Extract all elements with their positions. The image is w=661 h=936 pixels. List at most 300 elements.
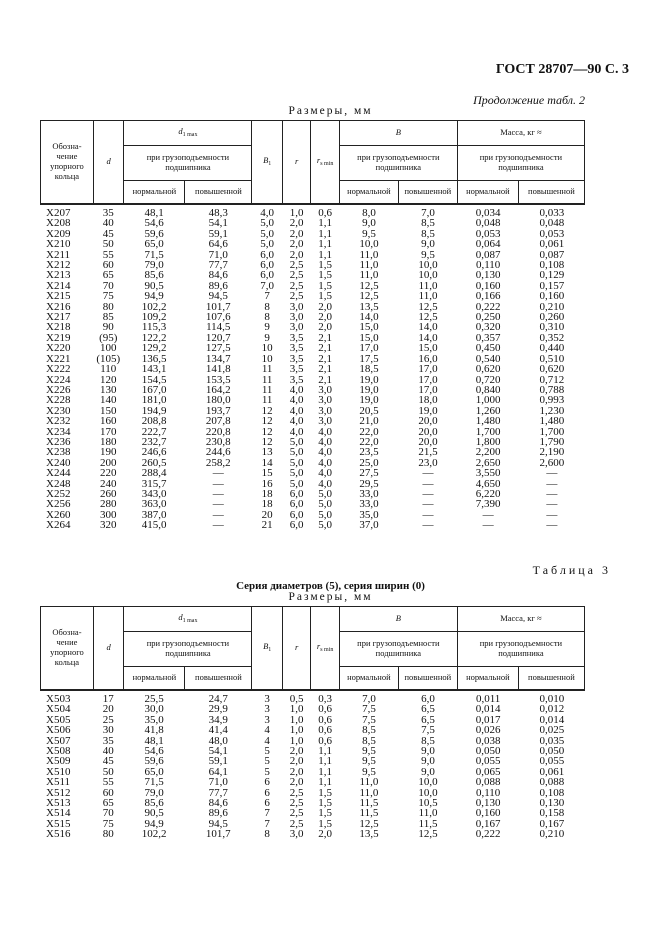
table-cell: 23,0 <box>418 456 438 469</box>
table-cell: 160 <box>99 415 117 428</box>
table-cell: 54,1 <box>208 745 228 758</box>
table-row <box>40 767 585 777</box>
table-cell: 10 <box>261 342 273 355</box>
table-cell: 9 <box>264 331 270 344</box>
table-cell: (105) <box>96 352 121 365</box>
table-cell: 59,6 <box>144 755 164 768</box>
table-cell: X210 <box>46 238 71 251</box>
table-cell: 1,480 <box>475 415 501 428</box>
table-cell: X507 <box>46 734 71 747</box>
table-cell: X230 <box>46 404 71 417</box>
table-cell: 80 <box>102 828 114 841</box>
table-cell: 181,0 <box>141 394 167 407</box>
table-cell: 2,0 <box>318 828 333 841</box>
table-cell: 11 <box>261 383 273 396</box>
table-cell: 2,5 <box>289 817 304 830</box>
table-cell: 0,053 <box>475 227 501 240</box>
table-cell: 8,5 <box>421 734 435 747</box>
table-cell: 0,250 <box>475 311 501 324</box>
table-cell: 0,167 <box>539 817 565 830</box>
table-cell: 85,6 <box>144 269 164 282</box>
table-row <box>40 788 585 798</box>
table-cell: 5,0 <box>318 519 333 532</box>
table-cell: 35,0 <box>359 508 379 521</box>
table-cell: 0,025 <box>539 724 565 737</box>
table-cell: 141,8 <box>205 363 231 376</box>
table-row <box>40 479 585 489</box>
table-cell: 1,1 <box>318 745 333 758</box>
table-cell: 220 <box>99 467 117 480</box>
table-cell: 1,230 <box>539 404 565 417</box>
col-r-header: r <box>282 121 310 204</box>
table-cell: 3 <box>264 713 270 726</box>
table-cell: 0,012 <box>539 703 565 716</box>
table-cell: 18,0 <box>418 394 438 407</box>
table-cell: 0,130 <box>539 797 565 810</box>
table-cell: X510 <box>46 765 71 778</box>
table-cell: 71,0 <box>208 776 228 789</box>
table-cell: 0,6 <box>318 734 333 747</box>
table-cell: X513 <box>46 797 71 810</box>
table-cell: — <box>212 519 224 532</box>
table-cell: 2,5 <box>289 807 304 820</box>
table-cell: X506 <box>46 724 71 737</box>
table-cell: 5,0 <box>318 487 333 500</box>
table-cell: 14,0 <box>418 331 438 344</box>
table-cell: 7 <box>264 817 270 830</box>
table-cell: 0,210 <box>539 828 565 841</box>
table-cell: X503 <box>46 693 71 705</box>
table-cell: 3,0 <box>318 404 333 417</box>
table-cell: 9,0 <box>421 765 435 778</box>
table-cell: 12,5 <box>359 279 379 292</box>
table-cell: 0,088 <box>475 776 501 789</box>
b-high-header: повышенной <box>398 181 457 204</box>
col-d1-header: $d_{1 max}$ <box>124 121 252 146</box>
table-row <box>40 458 585 468</box>
table-3-label: Таблица 3 <box>532 563 611 577</box>
table-cell: X505 <box>46 713 71 726</box>
table-cell: 5 <box>264 755 270 768</box>
table-cell: 19,0 <box>359 373 379 386</box>
table-row <box>40 777 585 787</box>
table-cell: 17 <box>102 693 114 705</box>
table-cell: 101,7 <box>205 300 231 313</box>
table-cell: 5,0 <box>289 456 304 469</box>
table-cell: X515 <box>46 817 71 830</box>
table-cell: 65 <box>102 797 114 810</box>
table-cell: X516 <box>46 828 71 841</box>
table-cell: 0,166 <box>475 290 501 303</box>
col-b1-header: $B_1$ <box>252 121 283 204</box>
table-cell: 12,5 <box>418 828 438 841</box>
table-cell: 0,222 <box>475 300 501 313</box>
table-cell: 140 <box>99 394 117 407</box>
table-cell: 2,0 <box>289 755 304 768</box>
table-cell: 260,5 <box>141 456 167 469</box>
table-cell: 54,6 <box>144 217 164 230</box>
table-cell: 15,0 <box>418 342 438 355</box>
table-cell: 1,1 <box>318 217 333 230</box>
table-cell: 5,0 <box>289 435 304 448</box>
table-cell: 71,0 <box>208 248 228 261</box>
table-cell: 8,5 <box>421 227 435 240</box>
table-cell: 0,110 <box>475 259 501 272</box>
table-cell: 0,055 <box>539 755 565 768</box>
table-cell: 244,6 <box>205 446 231 459</box>
table-cell: 1,5 <box>318 259 333 272</box>
table-cell: 18,5 <box>359 363 379 376</box>
table-cell: 41,4 <box>208 724 228 737</box>
table-cell: 230,8 <box>205 435 231 448</box>
table-cell: 0,440 <box>539 342 565 355</box>
table-cell: 8,5 <box>362 724 376 737</box>
table-cell: 19,0 <box>359 394 379 407</box>
table-cell: 6,0 <box>289 487 304 500</box>
dimensions-caption-3: Размеры, мм <box>288 591 373 603</box>
table-cell: 8,5 <box>421 217 435 230</box>
table-cell: 0,108 <box>539 259 565 272</box>
table-cell: 363,0 <box>141 498 167 511</box>
table-cell: X220 <box>46 342 71 355</box>
table-cell: 12,5 <box>359 290 379 303</box>
table-cell: — <box>422 477 434 490</box>
table-cell: 45 <box>102 755 114 768</box>
table-row <box>40 691 585 705</box>
table-cell: 0,160 <box>475 279 501 292</box>
table-cell: 3,5 <box>289 342 304 355</box>
table-cell: — <box>546 467 558 480</box>
table-cell: 54,1 <box>208 217 228 230</box>
table-cell: 110 <box>100 363 117 376</box>
table-cell: 7,0 <box>421 207 435 219</box>
table-cell: 3 <box>264 693 270 705</box>
table-cell: 222,7 <box>141 425 167 438</box>
table-3-head <box>40 606 585 690</box>
table-row <box>40 250 585 260</box>
table-cell: X214 <box>46 279 71 292</box>
table-cell: 8 <box>264 828 270 841</box>
table-cell: 0,620 <box>475 363 501 376</box>
table-cell: X211 <box>46 248 71 261</box>
table-cell: 102,2 <box>141 828 167 841</box>
table-cell: X256 <box>46 498 71 511</box>
dimensions-caption: Размеры, мм <box>288 105 373 117</box>
table-cell: 6,0 <box>289 498 304 511</box>
table-cell: 48,3 <box>208 207 228 219</box>
table-cell: 6,220 <box>475 487 501 500</box>
table-cell: 5,0 <box>318 508 333 521</box>
table-cell: 21,5 <box>418 446 438 459</box>
table-cell: 10,0 <box>418 776 438 789</box>
table-cell: 130 <box>99 383 117 396</box>
table-cell: X216 <box>46 300 71 313</box>
table-row <box>40 385 585 395</box>
table-cell: 315,7 <box>141 477 167 490</box>
table-cell: 109,2 <box>141 311 167 324</box>
table-cell: 288,4 <box>141 467 167 480</box>
table-cell: 0,061 <box>539 238 565 251</box>
table-row <box>40 704 585 714</box>
table-cell: 12 <box>261 415 273 428</box>
col-rs-header: $r_{s min}$ <box>311 121 339 204</box>
table-cell: 190 <box>99 446 117 459</box>
table-cell: 4,0 <box>289 394 304 407</box>
table-cell: — <box>212 498 224 511</box>
table-cell: 208,8 <box>141 415 167 428</box>
table-cell: 20,5 <box>359 404 379 417</box>
table-row <box>40 819 585 829</box>
mass-normal-header: нормальной <box>457 181 518 204</box>
table-cell: 6,5 <box>421 713 435 726</box>
table-cell: X504 <box>46 703 71 716</box>
table-cell: 2,1 <box>318 363 333 376</box>
table-cell: 9 <box>264 321 270 334</box>
table-cell: X207 <box>46 207 71 219</box>
table-cell: 20,0 <box>418 415 438 428</box>
table-cell: 0,993 <box>539 394 565 407</box>
table-cell: 12,5 <box>359 817 379 830</box>
table-cell: X215 <box>46 290 71 303</box>
table-continuation-note: Продолжение табл. 2 <box>473 93 585 107</box>
table-cell: 2,0 <box>289 776 304 789</box>
t3-mass-normal-header: нормальной <box>457 667 518 690</box>
table-cell: 258,2 <box>205 456 231 469</box>
table-cell: 4 <box>264 724 270 737</box>
t3-col-b-header: B <box>339 607 457 632</box>
table-row <box>40 343 585 353</box>
table-cell: — <box>422 498 434 511</box>
table-cell: 6,0 <box>421 693 435 705</box>
table-cell: 45 <box>102 227 114 240</box>
table-cell: 0,158 <box>539 807 565 820</box>
table-cell: 89,6 <box>208 279 228 292</box>
table-cell: 10,0 <box>418 269 438 282</box>
table-cell: 0,061 <box>539 765 565 778</box>
table-row <box>40 746 585 756</box>
table-cell: 0,352 <box>539 331 565 344</box>
table-cell: 5,0 <box>260 238 274 251</box>
table-cell: 1,0 <box>289 703 304 716</box>
table-cell: 15 <box>261 467 273 480</box>
table-cell: 0,160 <box>539 290 565 303</box>
table-cell: 7,5 <box>362 703 376 716</box>
table-cell: 9,5 <box>362 765 376 778</box>
table-cell: 114,5 <box>206 321 231 334</box>
table-cell: 1,5 <box>318 807 333 820</box>
table-cell: 0,034 <box>475 207 501 219</box>
table-cell: 77,7 <box>208 786 228 799</box>
table-cell: 13,5 <box>359 828 379 841</box>
table-row <box>40 447 585 457</box>
table-cell: 4,0 <box>318 477 333 490</box>
table-cell: 101,7 <box>205 828 231 841</box>
table-cell: 20 <box>102 703 114 716</box>
table-cell: 85,6 <box>144 797 164 810</box>
table-cell: 7,0 <box>362 693 376 705</box>
table-cell: 120 <box>99 373 117 386</box>
table-cell: X213 <box>46 269 71 282</box>
table-cell: 50 <box>102 238 114 251</box>
table-cell: 0,720 <box>475 373 501 386</box>
table-cell: 2,5 <box>289 290 304 303</box>
table-row <box>40 808 585 818</box>
table-cell: 0,130 <box>475 797 501 810</box>
table-cell: 0,055 <box>475 755 501 768</box>
table-cell: 2,1 <box>318 331 333 344</box>
table-cell: 6 <box>264 797 270 810</box>
table-cell: 94,5 <box>208 290 228 303</box>
table-cell: 35,0 <box>144 713 164 726</box>
t3-d1-load-header: при грузоподъемности подшипника <box>124 632 252 667</box>
table-cell: 11,0 <box>359 248 379 261</box>
table-cell: 3,0 <box>289 828 304 841</box>
table-row <box>40 520 585 530</box>
table-cell: X209 <box>46 227 71 240</box>
table-cell: 6 <box>264 776 270 789</box>
t3-col-ring-header: Обозна- чение упорного кольца <box>41 607 94 690</box>
table-cell: 29,9 <box>208 703 228 716</box>
table-cell: 8,0 <box>362 207 376 219</box>
table-cell: 100 <box>99 342 117 355</box>
table-cell: 9,5 <box>362 745 376 758</box>
table-cell: 143,1 <box>141 363 167 376</box>
t3-col-mass-header: Масса, кг ≈ <box>457 607 584 632</box>
table-cell: 5 <box>264 765 270 778</box>
table-cell: 2,1 <box>318 342 333 355</box>
table-cell: 153,5 <box>205 373 231 386</box>
table-cell: 11 <box>261 363 273 376</box>
t3-d1-normal-header: нормальной <box>124 667 185 690</box>
table-cell: 11,0 <box>418 807 438 820</box>
table-cell: X240 <box>46 456 71 469</box>
table-cell: 2,0 <box>289 217 304 230</box>
table-cell: 167,0 <box>141 383 167 396</box>
table-cell: 20,0 <box>418 425 438 438</box>
table-cell: 13 <box>261 446 273 459</box>
table-cell: 54,6 <box>144 745 164 758</box>
table-cell: 7 <box>264 807 270 820</box>
table-cell: 77,7 <box>208 259 228 272</box>
table-row <box>40 281 585 291</box>
page-header: ГОСТ 28707—90 С. 3 <box>495 62 629 77</box>
table-3-series: Серия диаметров (5), серия ширин (0) <box>236 580 425 592</box>
table-cell: 2,0 <box>318 311 333 324</box>
table-cell: 11,5 <box>418 817 438 830</box>
table-row <box>40 239 585 249</box>
table-cell: 102,2 <box>141 300 167 313</box>
col-ring-header: Обозна- чение упорного кольца <box>41 121 94 204</box>
table-cell: 2,200 <box>475 446 501 459</box>
table-row <box>40 829 585 839</box>
table-cell: 3,0 <box>318 415 333 428</box>
table-cell: X260 <box>46 508 71 521</box>
table-cell: 17,5 <box>359 352 379 365</box>
table-cell: 37,0 <box>359 519 379 532</box>
t3-mass-high-header: повышенной <box>518 667 584 690</box>
table-cell: 0,130 <box>475 269 501 282</box>
table-cell: 18 <box>261 498 273 511</box>
table-cell: 220,8 <box>205 425 231 438</box>
table-cell: 11,5 <box>359 797 379 810</box>
table-cell: 8,5 <box>362 734 376 747</box>
table-cell: 5,0 <box>260 217 274 230</box>
table-cell: 1,1 <box>318 776 333 789</box>
table-cell: 85 <box>102 311 114 324</box>
table-cell: — <box>422 467 434 480</box>
table-cell: X264 <box>46 519 71 532</box>
table-row <box>40 322 585 332</box>
table-cell: 10,0 <box>418 259 438 272</box>
table-cell: 5,0 <box>260 227 274 240</box>
table-cell: — <box>212 508 224 521</box>
table-cell: 10,0 <box>418 786 438 799</box>
table-cell: 3,0 <box>289 300 304 313</box>
table-cell: X234 <box>46 425 71 438</box>
table-cell: 60 <box>102 786 114 799</box>
table-cell: 5,0 <box>289 477 304 490</box>
table-cell: 9,0 <box>421 745 435 758</box>
table-cell: 1,1 <box>318 765 333 778</box>
table-cell: 2,1 <box>318 373 333 386</box>
table-cell: 3,0 <box>289 321 304 334</box>
table-cell: 94,5 <box>208 817 228 830</box>
col-b-header: B <box>339 121 457 146</box>
table-cell: 4,650 <box>475 477 501 490</box>
table-cell: 1,5 <box>318 786 333 799</box>
table-cell: 11,0 <box>359 269 379 282</box>
table-cell: 59,6 <box>144 227 164 240</box>
table-cell: 0,048 <box>475 217 501 230</box>
table-row <box>40 510 585 520</box>
table-3-body <box>40 690 585 840</box>
table-cell: — <box>212 477 224 490</box>
table-cell: 65,0 <box>144 238 164 251</box>
table-cell: 89,6 <box>208 807 228 820</box>
table-3 <box>40 606 585 840</box>
table-cell: X514 <box>46 807 71 820</box>
table-cell: 9,0 <box>421 238 435 251</box>
table-cell: 0,167 <box>475 817 501 830</box>
table-cell: X509 <box>46 755 71 768</box>
table-cell: 0,033 <box>539 207 565 219</box>
t3-b-high-header: повышенной <box>398 667 457 690</box>
table-cell: 2,5 <box>289 797 304 810</box>
table-row <box>40 218 585 228</box>
table-cell: 1,480 <box>539 415 565 428</box>
table-cell: 35 <box>102 207 114 219</box>
table-cell: 41,8 <box>144 724 164 737</box>
table-cell: 4,0 <box>289 415 304 428</box>
d1-high-header: повышенной <box>185 181 252 204</box>
table-row <box>40 468 585 478</box>
table-cell: 150 <box>99 404 117 417</box>
table-cell: 0,620 <box>539 363 565 376</box>
table-cell: 19,0 <box>359 383 379 396</box>
table-cell: 75 <box>102 290 114 303</box>
table-2-body <box>40 204 585 531</box>
table-cell: 0,6 <box>318 724 333 737</box>
table-cell: 12,5 <box>418 300 438 313</box>
table-cell: 6 <box>264 786 270 799</box>
table-cell: 25 <box>102 713 114 726</box>
table-cell: 2,190 <box>539 446 565 459</box>
table-cell: 1,1 <box>318 227 333 240</box>
table-cell: 9,5 <box>421 248 435 261</box>
table-row <box>40 333 585 343</box>
table-cell: X511 <box>46 776 71 789</box>
table-cell: 0,3 <box>318 693 333 705</box>
